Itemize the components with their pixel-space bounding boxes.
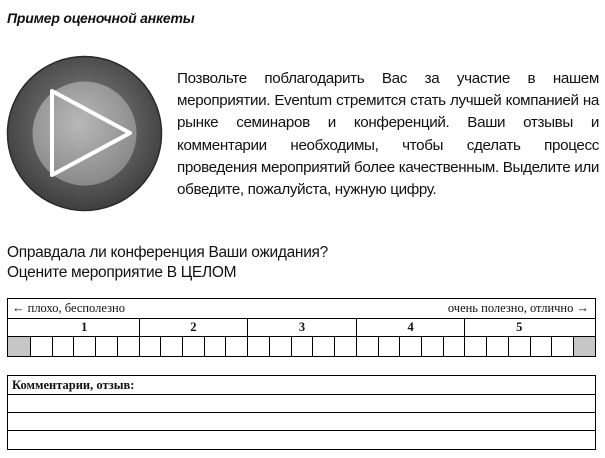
scale-cell[interactable] <box>378 337 400 356</box>
question-subtext: Оцените мероприятие В ЦЕЛОМ <box>7 264 237 281</box>
scale-end-cell <box>8 337 30 356</box>
scale-header <box>8 299 595 319</box>
scale-number: 2 <box>139 319 248 336</box>
scale-number: 1 <box>81 320 88 334</box>
comments-box <box>7 375 596 450</box>
scale-cell[interactable] <box>139 337 161 356</box>
scale-cell[interactable] <box>443 337 465 356</box>
scale-cell[interactable] <box>269 337 291 356</box>
rating-scale <box>7 298 596 357</box>
page-title: Пример оценочной анкеты <box>7 10 195 26</box>
scale-numbers <box>8 319 595 337</box>
scale-cell[interactable] <box>508 337 530 356</box>
scale-cell[interactable] <box>486 337 508 356</box>
scale-cell[interactable] <box>95 337 117 356</box>
intro-paragraph: Позвольте поблагодарить Вас за участие в нашем мероприятии. Eventum стремится стать лучшей компанией на рынке семинаров и конференций. Ваши отзывы и комментарии необходимы, чтобы сделать процесс проведения мероприятий более качественным. Выделите или обведите, пожалуйста, нужную цифру. <box>177 70 599 199</box>
scale-cell[interactable] <box>52 337 74 356</box>
scale-cell[interactable] <box>225 337 247 356</box>
scale-cell[interactable] <box>291 337 313 356</box>
scale-cell[interactable] <box>204 337 226 356</box>
scale-cell[interactable] <box>117 337 139 356</box>
scale-cell[interactable] <box>182 337 204 356</box>
scale-number: 5 <box>464 319 573 336</box>
scale-cell[interactable] <box>464 337 486 356</box>
comments-label: Комментарии, отзыв: <box>12 378 135 392</box>
scale-cell[interactable] <box>334 337 356 356</box>
question-text: Оправдала ли конференция Ваши ожидания? <box>7 244 328 261</box>
scale-right-label: очень полезно, отлично → <box>447 301 589 315</box>
comments-input[interactable] <box>8 394 599 453</box>
scale-left-label: ← плохо, бесполезно <box>12 301 125 315</box>
scale-number: 3 <box>247 319 356 336</box>
scale-cell[interactable] <box>551 337 573 356</box>
scale-number: 4 <box>356 319 465 336</box>
scale-cells <box>8 337 595 356</box>
scale-cell[interactable] <box>312 337 334 356</box>
scale-end-cell <box>573 337 595 356</box>
scale-cell[interactable] <box>30 337 52 356</box>
scale-cell[interactable] <box>160 337 182 356</box>
play-logo-icon <box>6 55 163 212</box>
scale-cell[interactable] <box>356 337 378 356</box>
scale-cell[interactable] <box>73 337 95 356</box>
scale-cell[interactable] <box>247 337 269 356</box>
scale-cell[interactable] <box>530 337 552 356</box>
scale-cell[interactable] <box>399 337 421 356</box>
scale-cell[interactable] <box>421 337 443 356</box>
